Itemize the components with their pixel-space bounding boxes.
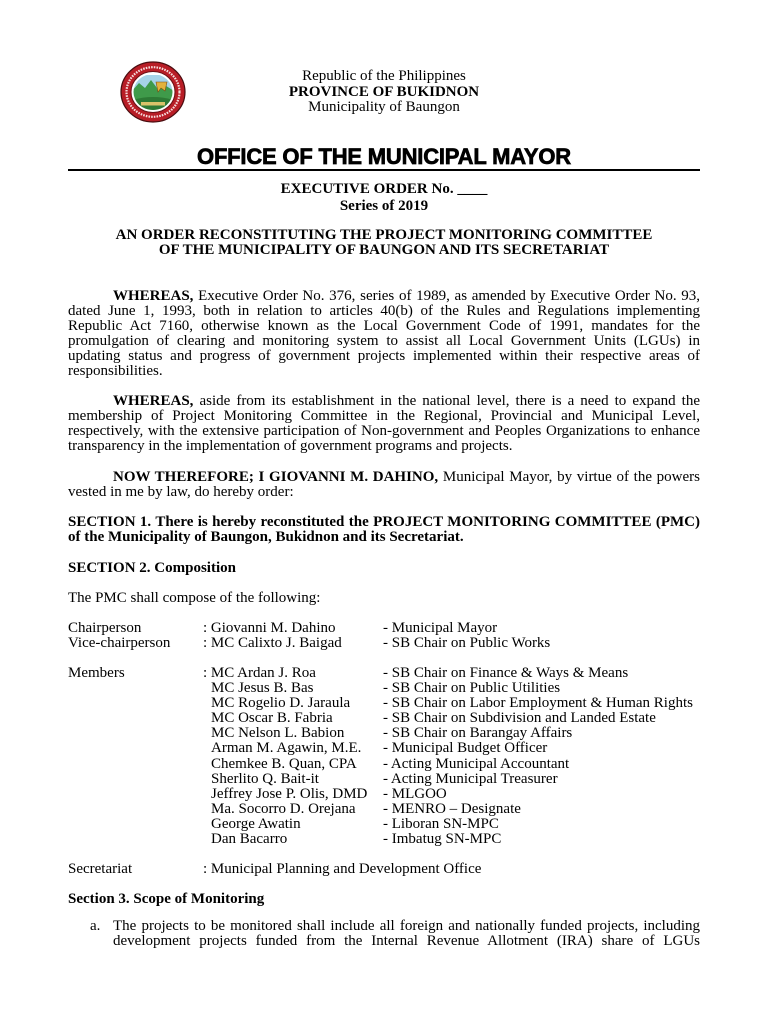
member-name: : Municipal Planning and Development Office (203, 861, 482, 877)
clause-line: membership of Project Monitoring Committee in the Regional, Provincial and Municipal Level, (68, 408, 700, 425)
role-label: Secretariat (68, 861, 133, 877)
member-position: - SB Chair on Subdivision and Landed Estate (383, 710, 656, 727)
member-position: - Municipal Mayor (383, 620, 498, 636)
member-position: - Imbatug SN-MPC (383, 831, 502, 848)
member-name: Dan Bacarro (211, 831, 288, 848)
member-position: - SB Chair on Public Utilities (383, 680, 561, 697)
member-name: MC Rogelio D. Jaraula (211, 695, 351, 712)
order-title-line: OF THE MUNICIPALITY OF BAUNGON AND ITS SECRETARIAT (158, 242, 610, 258)
composition-row-vice-chairperson (68, 636, 700, 651)
composition-row-chairperson (68, 621, 700, 636)
member-name: MC Jesus B. Bas (211, 680, 314, 697)
member-position: - SB Chair on Labor Employment & Human Rights (383, 695, 693, 712)
clause-line (68, 289, 700, 304)
composition-row-member (68, 832, 700, 847)
section-line: of the Municipality of Baungon, Bukidnon and its Secretariat. (68, 529, 464, 546)
role-label: Chairperson (68, 620, 142, 636)
member-position: - SB Chair on Public Works (383, 635, 551, 652)
member-position: - MLGOO (383, 785, 447, 802)
clause-text: Executive Order No. 376, series of 1989, as amended by Executive Order No. 93, (198, 288, 701, 304)
section-line: SECTION 1. There is hereby reconstituted the PROJECT MONITORING COMMITTEE (PMC) (68, 514, 700, 530)
section-2-heading: SECTION 2. Composition (68, 560, 236, 576)
composition-secretariat (68, 862, 700, 877)
member-name: Chemkee B. Quan, CPA (211, 755, 357, 772)
member-name: Ma. Socorro D. Orejana (211, 800, 356, 817)
member-name: : MC Ardan J. Roa (203, 665, 316, 681)
clause-text: aside from its establishment in the national level, there is a need to expand the (199, 393, 700, 409)
composition-row-member (68, 757, 700, 772)
role-label: Members (68, 665, 125, 681)
role-label: Vice-chairperson (68, 635, 171, 652)
member-position: - Liboran SN-MPC (383, 815, 499, 832)
member-position: - SB Chair on Barangay Affairs (383, 725, 573, 742)
whereas-clause-1 (68, 289, 700, 380)
clause-line: transparency in the implementation of government programs and projects. (68, 438, 513, 455)
order-series: Series of 2019 (339, 198, 429, 214)
now-therefore-clause (68, 470, 700, 500)
member-name: MC Nelson L. Babion (211, 725, 345, 742)
office-title: OFFICE OF THE MUNICIPAL MAYOR (197, 144, 571, 169)
clause-line (68, 470, 700, 485)
composition-row-member (68, 787, 700, 802)
scope-item-a (90, 918, 700, 950)
member-name: Jeffrey Jose P. Olis, DMD (211, 785, 368, 802)
composition-members (68, 666, 700, 847)
province-line: PROVINCE OF BUKIDNON (288, 83, 480, 100)
order-title (0, 228, 768, 258)
composition-row-member (68, 817, 700, 832)
member-name: : MC Calixto J. Baigad (203, 635, 342, 652)
member-position: - Acting Municipal Treasurer (383, 770, 558, 787)
composition-row-member (68, 772, 700, 787)
clause-lead: WHEREAS, (113, 288, 194, 304)
order-heading (0, 181, 768, 215)
item-line: development projects funded from the Internal Revenue Allotment (IRA) share of LGUs (113, 933, 700, 950)
member-position: - Acting Municipal Accountant (383, 755, 570, 772)
title-rule (68, 169, 700, 171)
clause-text: Municipal Mayor, by virtue of the powers (442, 469, 700, 485)
clause-line: dated June 1, 1993, both in relation to articles 40(b) of the Rules and Regulations implementing (68, 303, 700, 320)
composition-row-member (68, 681, 700, 696)
member-position: - SB Chair on Finance & Ways & Means (383, 665, 629, 681)
clause-line (68, 394, 700, 409)
clause-lead: NOW THEREFORE; I GIOVANNI M. DAHINO, (113, 469, 439, 485)
clause-line: respectively, with the extensive participation of Non-government and Peoples Organizations to enhance (68, 423, 700, 440)
member-position: - MENRO – Designate (383, 800, 521, 817)
composition-officers (68, 621, 700, 651)
clause-line: Republic Act 7160, otherwise known as the Local Government Code of 1991, mandates for the (68, 318, 700, 335)
clause-lead: WHEREAS, (113, 393, 194, 409)
letterhead (0, 69, 768, 116)
composition-row-member (68, 666, 700, 681)
clause-line: vested in me by law, do hereby order: (68, 484, 294, 501)
member-name: : Giovanni M. Dahino (203, 620, 336, 636)
clause-line: responsibilities. (68, 363, 163, 380)
clause-line: promulgation of clearing and monitoring system to assist all Local Government Units (LGUs) in (68, 333, 700, 350)
clause-line: updating status and progress of government projects implemented within their respective areas of (68, 348, 700, 365)
member-name: George Awatin (211, 815, 301, 832)
country-line: Republic of the Philippines (302, 68, 466, 84)
composition-row-member (68, 711, 700, 726)
order-title-line: AN ORDER RECONSTITUTING THE PROJECT MONITORING COMMITTEE (115, 227, 653, 243)
whereas-clause-2 (68, 394, 700, 454)
member-position: - Municipal Budget Officer (383, 740, 548, 757)
composition-row-member (68, 741, 700, 756)
member-name: Arman M. Agawin, M.E. (211, 740, 362, 757)
composition-row-member (68, 802, 700, 817)
composition-intro: The PMC shall compose of the following: (68, 590, 321, 606)
composition-row-member (68, 696, 700, 711)
municipality-line: Municipality of Baungon (308, 99, 460, 115)
composition-row-member (68, 726, 700, 741)
list-marker: a. (90, 918, 101, 934)
member-name: MC Oscar B. Fabria (211, 710, 333, 727)
section-1 (68, 515, 700, 545)
member-name: Sherlito Q. Bait-it (211, 770, 319, 787)
order-number: EXECUTIVE ORDER No. ____ (280, 181, 488, 197)
composition-row-secretariat (68, 862, 700, 877)
item-line: The projects to be monitored shall include all foreign and nationally funded projects, including (113, 918, 700, 934)
section-3-heading: Section 3. Scope of Monitoring (68, 891, 265, 907)
